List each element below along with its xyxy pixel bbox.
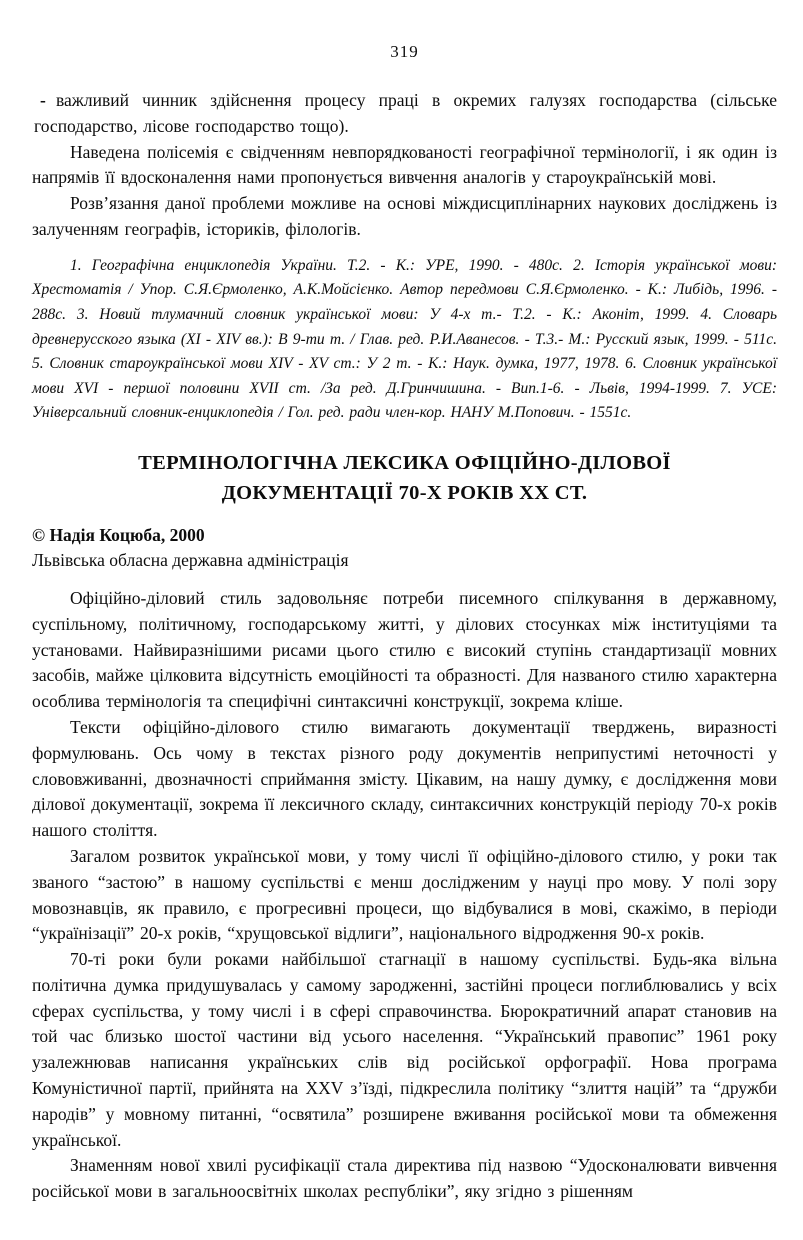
paragraph: Наведена полісемія є свідченням невпорядкованості географічної термінології, і як один із напрямів її вдосконалення нами пропонується вивчення аналогів у староукраїнській мові. — [32, 141, 777, 188]
article-paragraph: Загалом розвиток української мови, у тому числі її офіційно-ділового стилю, у роки так званого “застою” в нашому суспільстві є менш дослідженим у науці про мову. У полі зору мовознавців, як правило, є прогресивні процеси, що відбувалися в мові, скажімо, в періоди “українізації” 20-х років, “хрущовської відлиги”, національного відродження 90-х років. — [32, 845, 777, 944]
article-body — [32, 586, 777, 1205]
references-block: 1. Географічна енциклопедія України. Т.2. - К.: УРЕ, 1990. - 480с. 2. Історія української мови: Хрестоматія / Упор. С.Я.Єрмоленко, А.К.Мойсієнко. Автор передмови С.Я.Єрмоленко. - К.: Либідь, 1996. - 288с. 3. Новий тлумачний словник української мови: У 4-х т.- Т.2. - К.: Аконіт, 1999. 4. Словарь древнерусского языка (XI - XIV вв.): В 9-ти т. / Глав. ред. Р.И.Аванесов. - Т.3.- М.: Русский язык, 1999. - 511с. 5. Словник староукраїнської мови XIV - XV ст.: У 2 т. - К.: Наук. думка, 1977, 1978. 6. Словник української мови XVI - першої половини XVII ст. /За ред. Д.Гринчишина. - Вип.1-6. - Львів, 1994-1999. 7. УСЕ: Універсальний словник-енциклопедія / Гол. ред. ради член-кор. НАНУ М.Попович. - 1551с. — [32, 256, 777, 422]
page-number: 319 — [390, 42, 419, 61]
bullet-list-item — [32, 88, 777, 140]
article-title — [32, 448, 777, 508]
article-paragraph: Тексти офіційно-ділового стилю вимагають документації тверджень, виразності формулювань. Ось чому в текстах різного роду документів неприпустимі неточності у слововживанні, двозначності сприймання змісту. Цікавим, на нашу думку, є дослідження мови ділової документації, зокрема її лексичного складу, синтаксичних конструкцій періоду 70-х років нашого століття. — [32, 716, 777, 841]
author-affiliation: Львівська обласна державна адміністрація — [32, 549, 349, 570]
article-paragraph: Знаменням нової хвилі русифікації стала директива під назвою “Удосконалювати вивчення російської мови в загальноосвітніх школах республіки”, яку згідно з рішенням — [32, 1155, 777, 1202]
article-paragraph: Офіційно-діловий стиль задовольняє потреби писемного спілкування в державному, суспільному, політичному, господарському житті, у ділових стосунках між інституціями та установами. Найвиразнішими рисами цього стилю є високий ступінь стандартизації мовних засобів, майже цілковита відсутність емоційності та образності. Для названого стилю характерна особлива термінологія та специфічні синтаксичні конструкції, зокрема кліше. — [32, 587, 777, 712]
article-title-line-2: ДОКУМЕНТАЦІЇ 70-Х РОКІВ ХХ СТ. — [221, 481, 588, 504]
previous-article-ending — [32, 88, 777, 426]
article-title-line-1: ТЕРМІНОЛОГІЧНА ЛЕКСИКА ОФІЦІЙНО-ДІЛОВОЇ — [138, 451, 671, 474]
paragraph: Розв’язання даної проблеми можливе на основі міждисциплінарних наукових досліджень із залученням географів, істориків, філологів. — [32, 193, 777, 239]
article-paragraph: 70-ті роки були роками найбільшої стагнації в нашому суспільстві. Будь-яка вільна політична думка придушувалась у самому зародженні, застійні процеси поглиблювались у всіх сферах суспільства, у тому числі і в сфері справочинства. Бюрократичний апарат становив на той час близько шостої частини від усього населення. “Український правопис” 1961 року узалежнював написання українських слів від російської орфографії. Нова програма Комуністичної партії, прийнята на XXV з’їзді, підкреслила політику “злиття націй” та “дружби народів” у мовному питанні, “освятила” розширене вживання російської мови та обмеження української. — [32, 949, 777, 1150]
bullet-item-text: важливий чинник здійснення процесу праці в окремих галузях господарства (сільське господарство, лісове господарство тощо). — [34, 90, 777, 136]
copyright-author-line: © Надія Коцюба, 2000 — [32, 524, 205, 545]
bullet-dash-marker: - — [40, 90, 46, 110]
